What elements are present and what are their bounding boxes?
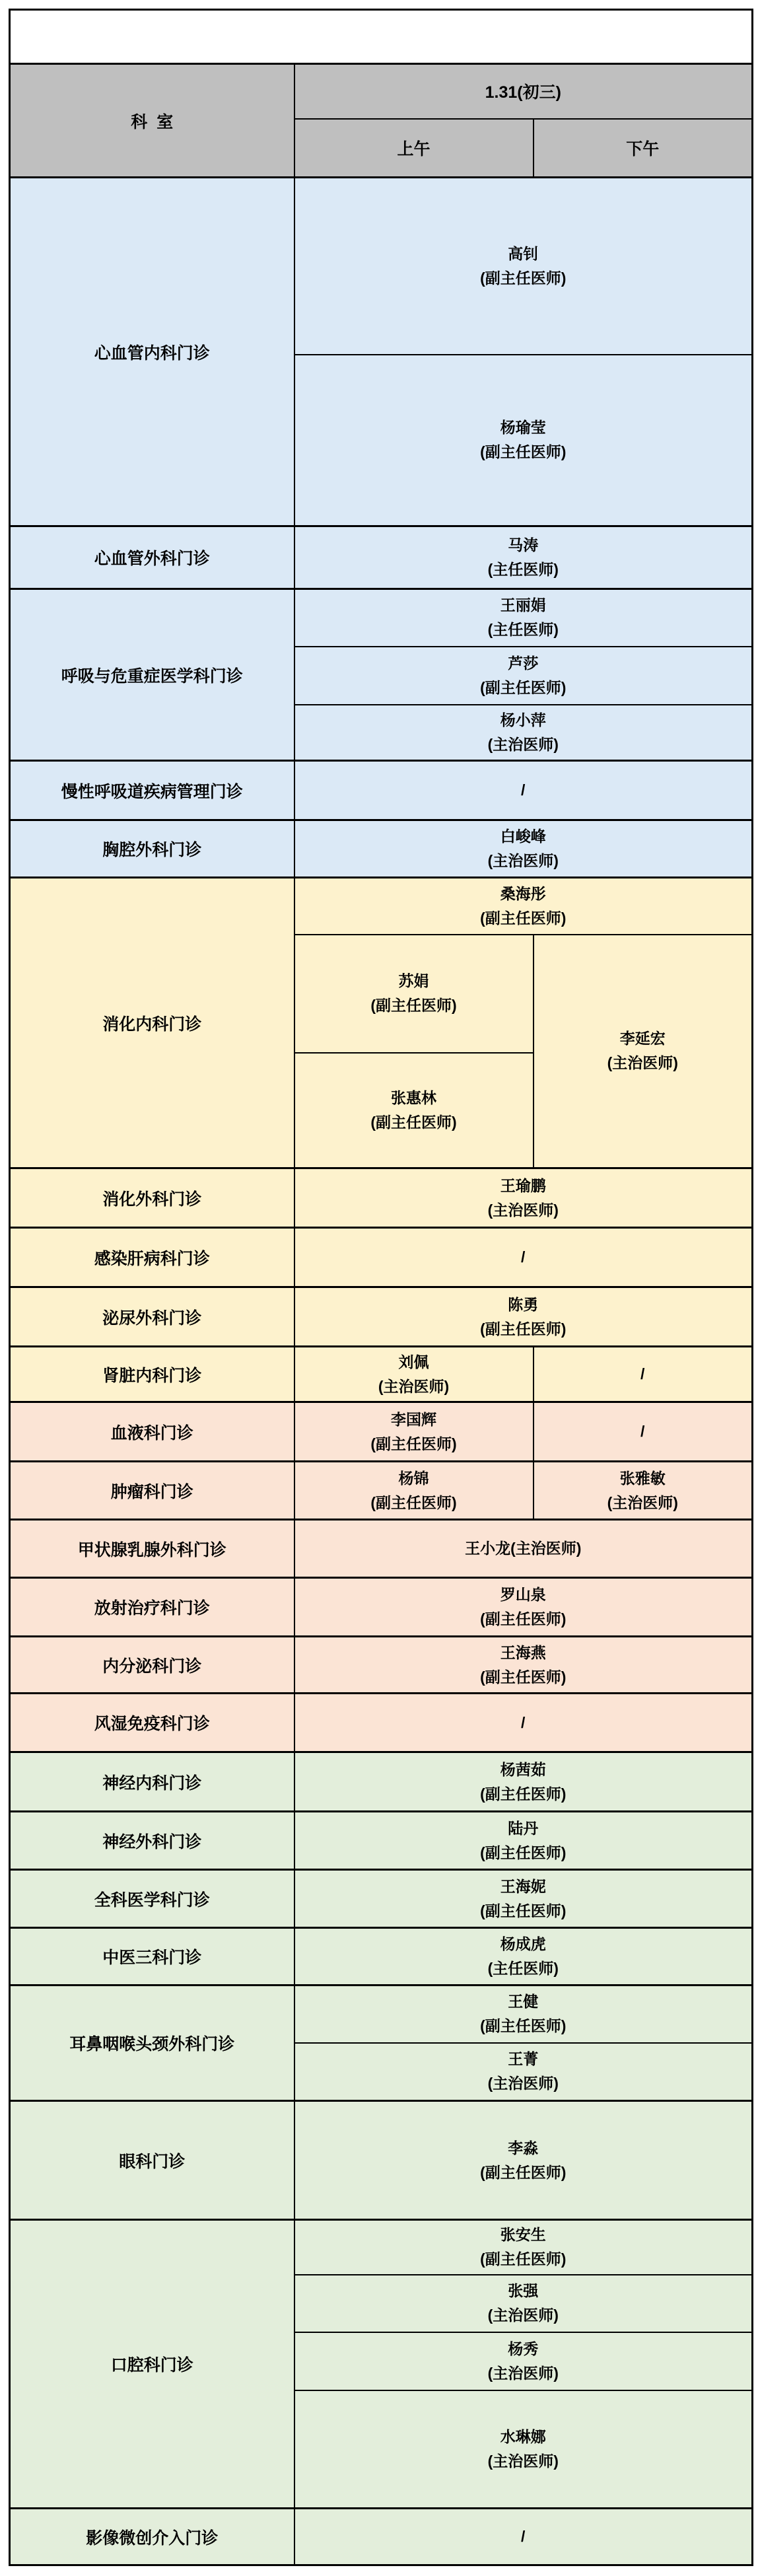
dept-cell [10,1752,294,1812]
schedule-cell [294,178,753,355]
schedule-cell [294,1928,753,1986]
doctor-title: (副主任医师) [480,909,567,927]
doctor-title: (副主任医师) [480,678,567,696]
schedule-cell [294,2220,753,2275]
doctor-title: (副主任医师) [480,2017,567,2035]
schedule-cell [294,1637,753,1694]
header-am-label: 上午 [397,139,431,159]
schedule-cell-am [294,1347,534,1402]
header-dept-label: 科室 [131,112,183,131]
doctor-title: (主任医师) [487,561,559,578]
schedule-cell [294,2101,753,2220]
blank-title-row [10,10,753,64]
schedule-cell-pm [534,935,753,1168]
dept-cell [10,1228,294,1287]
doctor-title: (主治医师) [487,2307,559,2324]
dept-name: 消化外科门诊 [102,1190,202,1209]
schedule-cell-pm [534,1462,753,1520]
dept-cell [10,2220,294,2509]
dept-name: 肿瘤科门诊 [110,1482,193,1501]
doctor-title: (主任医师) [487,621,559,639]
doctor-name: 陈勇 [508,1295,539,1313]
doctor-name: 杨茜茹 [500,1760,546,1778]
doctor-name: 罗山泉 [500,1586,546,1603]
doctor-title: (副主任医师) [370,997,457,1014]
doctor-name: 张惠林 [391,1089,436,1106]
dept-name: 甲状腺乳腺外科门诊 [77,1540,226,1559]
schedule-cell [294,1986,753,2043]
doctor-title: (副主任医师) [370,1435,457,1452]
dept-name: 风湿免疫科门诊 [94,1715,210,1733]
dept-cell [10,820,294,878]
doctor-title: (主治医师) [378,1377,450,1395]
doctor-title: (副主任医师) [480,1902,567,1919]
dept-cell [10,1168,294,1228]
dept-name: 心血管内科门诊 [94,343,210,363]
dept-name: 慢性呼吸道疾病管理门诊 [61,782,243,801]
doctor-title: (主治医师) [607,1054,678,1072]
dept-cell [10,1870,294,1928]
outpatient-schedule-table [9,9,753,2566]
doctor-name: 张强 [508,2282,539,2299]
schedule-cell [294,705,753,761]
doctor-name: 桑海彤 [500,884,546,902]
dept-cell [10,1347,294,1402]
dept-cell [10,1928,294,1986]
doctor-name: 杨小萍 [500,711,546,729]
dept-name: 影像微创介入门诊 [86,2528,219,2548]
dept-name: 感染肝病科门诊 [94,1249,210,1268]
dept-cell [10,2509,294,2565]
doctor-name: 杨瑜莹 [500,419,546,437]
dept-name: 消化内科门诊 [102,1015,202,1034]
doctor-name: 王海妮 [500,1877,546,1895]
schedule-cell [294,1812,753,1870]
schedule-cell [294,1287,753,1347]
dept-cell [10,761,294,820]
doctor-title: (副主任医师) [480,2250,567,2268]
doctor-title: (主治医师) [487,2075,559,2093]
dept-name: 神经内科门诊 [102,1773,202,1793]
doctor-title: (主治医师) [487,1201,559,1219]
doctor-title: (副主任医师) [480,1320,567,1338]
dept-name: 神经外科门诊 [102,1832,202,1851]
schedule-cell [294,2332,753,2390]
doctor-title: (副主任医师) [480,1668,567,1686]
doctor-title: (副主任医师) [480,1785,567,1803]
doctor-name: 王瑜鹏 [500,1176,546,1194]
dept-cell [10,1520,294,1578]
doctor-title: (副主任医师) [480,443,567,461]
doctor-name: 苏娟 [398,972,429,989]
dept-name: 眼科门诊 [119,2152,186,2171]
doctor-name: 李延宏 [619,1030,666,1048]
dept-name: 肾脏内科门诊 [102,1366,202,1385]
doctor-title: (副主任医师) [370,1493,457,1511]
schedule-cell [294,355,753,526]
schedule-cell [294,1578,753,1637]
schedule-cell [294,647,753,705]
doctor-name: 张雅敏 [619,1469,666,1487]
doctor-name: / [521,2528,526,2545]
dept-name: 胸腔外科门诊 [102,841,202,859]
dept-cell [10,526,294,589]
doctor-name: 杨秀 [508,2340,539,2357]
doctor-title: (副主任医师) [480,1843,567,1861]
dept-cell [10,1287,294,1347]
dept-cell [10,1694,294,1752]
schedule-cell [294,2390,753,2509]
doctor-name: 杨锦 [398,1469,429,1487]
schedule-cell-pm [534,1347,753,1402]
dept-name: 内分泌科门诊 [102,1657,202,1676]
header-pm-label: 下午 [626,139,660,159]
doctor-name: / [521,781,526,799]
schedule-cell [294,761,753,820]
schedule-cell [294,1752,753,1812]
doctor-name: 李国辉 [391,1410,436,1428]
dept-name: 耳鼻咽喉头颈外科门诊 [69,2035,235,2054]
dept-cell [10,1812,294,1870]
doctor-name: 杨成虎 [500,1935,546,1952]
schedule-cell [294,526,753,589]
doctor-name: 刘佩 [398,1353,429,1371]
dept-name: 中医三科门诊 [102,1949,202,1967]
dept-cell [10,1462,294,1520]
schedule-cell [294,1694,753,1752]
dept-name: 放射治疗科门诊 [94,1599,210,1618]
doctor-name: / [521,1713,526,1731]
schedule-cell [294,1870,753,1928]
doctor-name: 王丽娟 [500,596,546,614]
dept-cell [10,1402,294,1462]
dept-cell [10,1637,294,1694]
header-dept [10,64,294,178]
doctor-title: (副主任医师) [370,1113,457,1131]
doctor-title: (主治医师) [487,2452,559,2470]
schedule-cell [294,2043,753,2101]
schedule-cell [294,2275,753,2332]
doctor-title: (主治医师) [487,852,559,869]
dept-cell [10,1578,294,1637]
doctor-title: (副主任医师) [480,1610,567,1628]
dept-cell [10,178,294,526]
doctor-title: (副主任医师) [480,269,567,287]
dept-name: 全科医学科门诊 [94,1890,210,1910]
doctor-name: 高钊 [508,244,539,262]
dept-cell [10,2101,294,2220]
doctor-title: (主治医师) [487,735,559,753]
schedule-cell-am [294,1053,534,1168]
schedule-cell [294,820,753,878]
doctor-name: 王菁 [508,2050,539,2068]
schedule-cell-am [294,1462,534,1520]
doctor-title: (主治医师) [487,2364,559,2382]
dept-name: 口腔科门诊 [110,2356,193,2375]
dept-cell [10,589,294,761]
doctor-name: / [640,1423,645,1440]
schedule-cell [294,589,753,647]
doctor-name: / [521,1248,526,1266]
schedule-cell [294,878,753,935]
doctor-name: 马涛 [508,536,539,554]
schedule-cell [294,2509,753,2565]
dept-cell [10,1986,294,2101]
schedule-cell-am [294,1402,534,1462]
header-date [294,64,753,119]
schedule-cell [294,1168,753,1228]
header-pm [534,119,753,178]
doctor-name: 陆丹 [508,1819,539,1837]
header-date-label: 1.31(初三) [485,83,561,102]
header-am [294,119,534,178]
dept-name: 呼吸与危重症医学科门诊 [61,666,243,686]
doctor-name: 张安生 [500,2226,546,2244]
doctor-name: 王小龙(主治医师) [465,1540,582,1557]
doctor-title: (主治医师) [607,1493,678,1511]
schedule-cell-pm [534,1402,753,1462]
doctor-title: (副主任医师) [480,2163,567,2181]
schedule-cell [294,1228,753,1287]
dept-cell [10,878,294,1168]
doctor-name: 芦莎 [508,654,539,672]
doctor-title: (主任医师) [487,1960,559,1977]
doctor-name: 王海燕 [500,1643,546,1661]
dept-name: 血液科门诊 [110,1423,193,1443]
dept-name: 心血管外科门诊 [94,550,210,568]
dept-name: 泌尿外科门诊 [102,1308,202,1328]
doctor-name: 白峻峰 [500,828,546,845]
schedule-cell [294,1520,753,1578]
doctor-name: 王健 [508,1993,539,2011]
doctor-name: 李淼 [508,2139,539,2157]
doctor-name: 水琳娜 [500,2427,546,2445]
schedule-cell-am [294,935,534,1053]
doctor-name: / [640,1365,645,1382]
